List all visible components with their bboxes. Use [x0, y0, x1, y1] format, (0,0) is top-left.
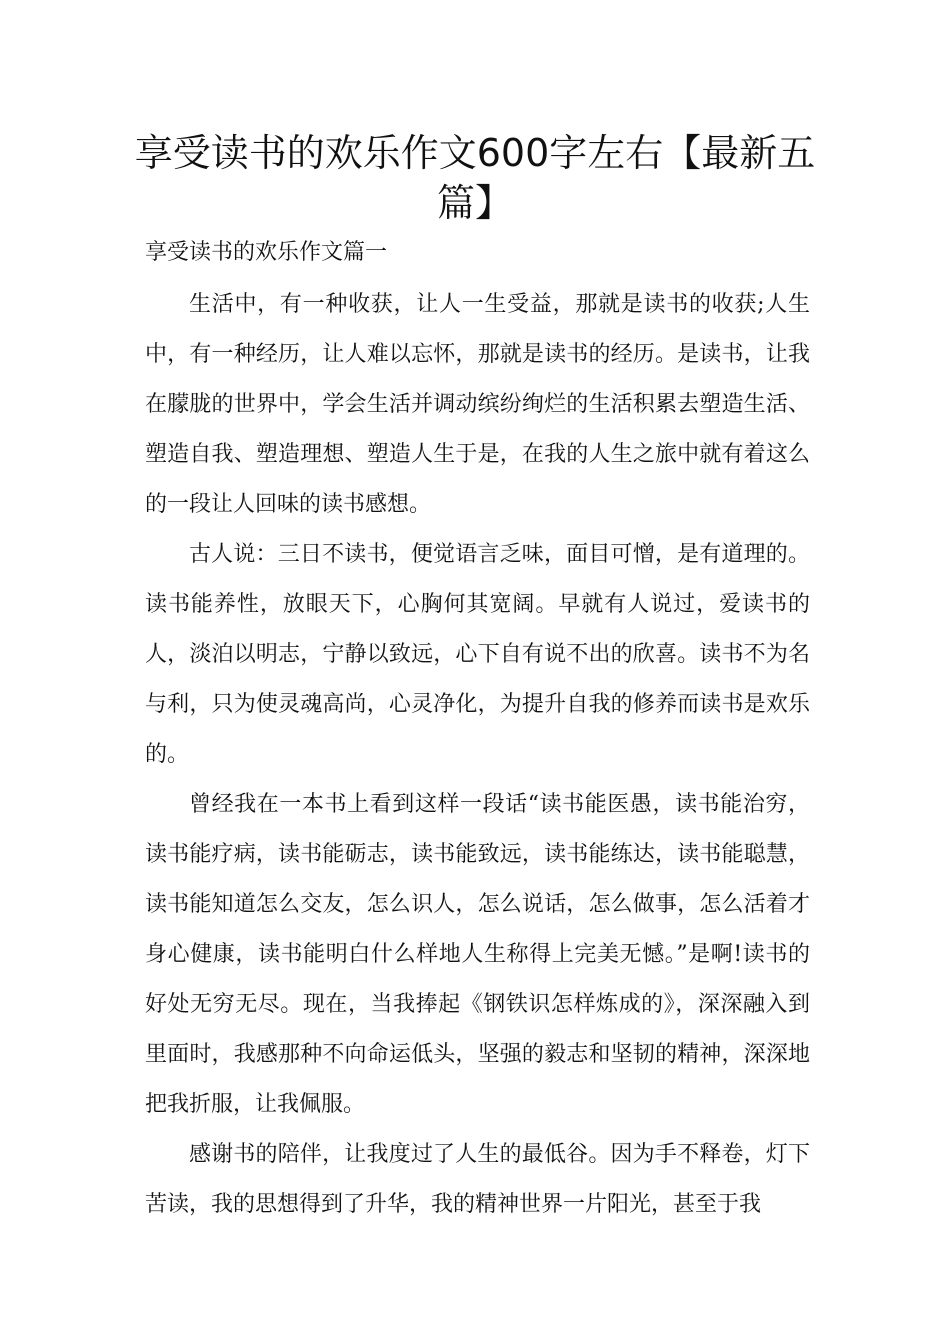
section-heading: 享受读书的欢乐作文篇一	[145, 240, 388, 265]
document-title: 享受读书的欢乐作文600字左右【最新五篇】	[134, 131, 816, 225]
paragraph: 感谢书的陪伴，让我度过了人生的最低谷。因为手不释卷，灯下苦读，我的思想得到了升华，我的精神世界一片阳光，甚至于我	[145, 1142, 810, 1217]
paragraph: 生活中，有一种收获，让人一生受益，那就是读书的收获;人生中，有一种经历，让人难以忘怀，那就是读书的经历。是读书，让我在朦胧的世界中，学会生活并调动缤纷绚烂的生活积累去塑造生活、塑造自我、塑造理想、塑造人生于是，在我的人生之旅中就有着这么的一段让人回味的读书感想。	[145, 292, 810, 517]
paragraph: 古人说：三日不读书，便觉语言乏味，面目可憎，是有道理的。读书能养性，放眼天下，心胸何其宽阔。早就有人说过，爱读书的人，淡泊以明志，宁静以致远，心下自有说不出的欣喜。读书不为名与利，只为使灵魂高尚，心灵净化，为提升自我的修养而读书是欢乐的。	[145, 542, 810, 767]
essay-body	[145, 280, 810, 1230]
paragraph: 曾经我在一本书上看到这样一段话“读书能医愚，读书能治穷，读书能疗病，读书能砺志，读书能致远，读书能练达，读书能聪慧，读书能知道怎么交友，怎么识人，怎么说话，怎么做事，怎么活着才身心健康，读书能明白什么样地人生称得上完美无憾。”是啊!读书的好处无穷无尽。现在，当我捧起《钢铁识怎样炼成的》，深深融入到里面时，我感那种不向命运低头，坚强的毅志和坚韧的精神，深深地把我折服，让我佩服。	[145, 792, 810, 1117]
